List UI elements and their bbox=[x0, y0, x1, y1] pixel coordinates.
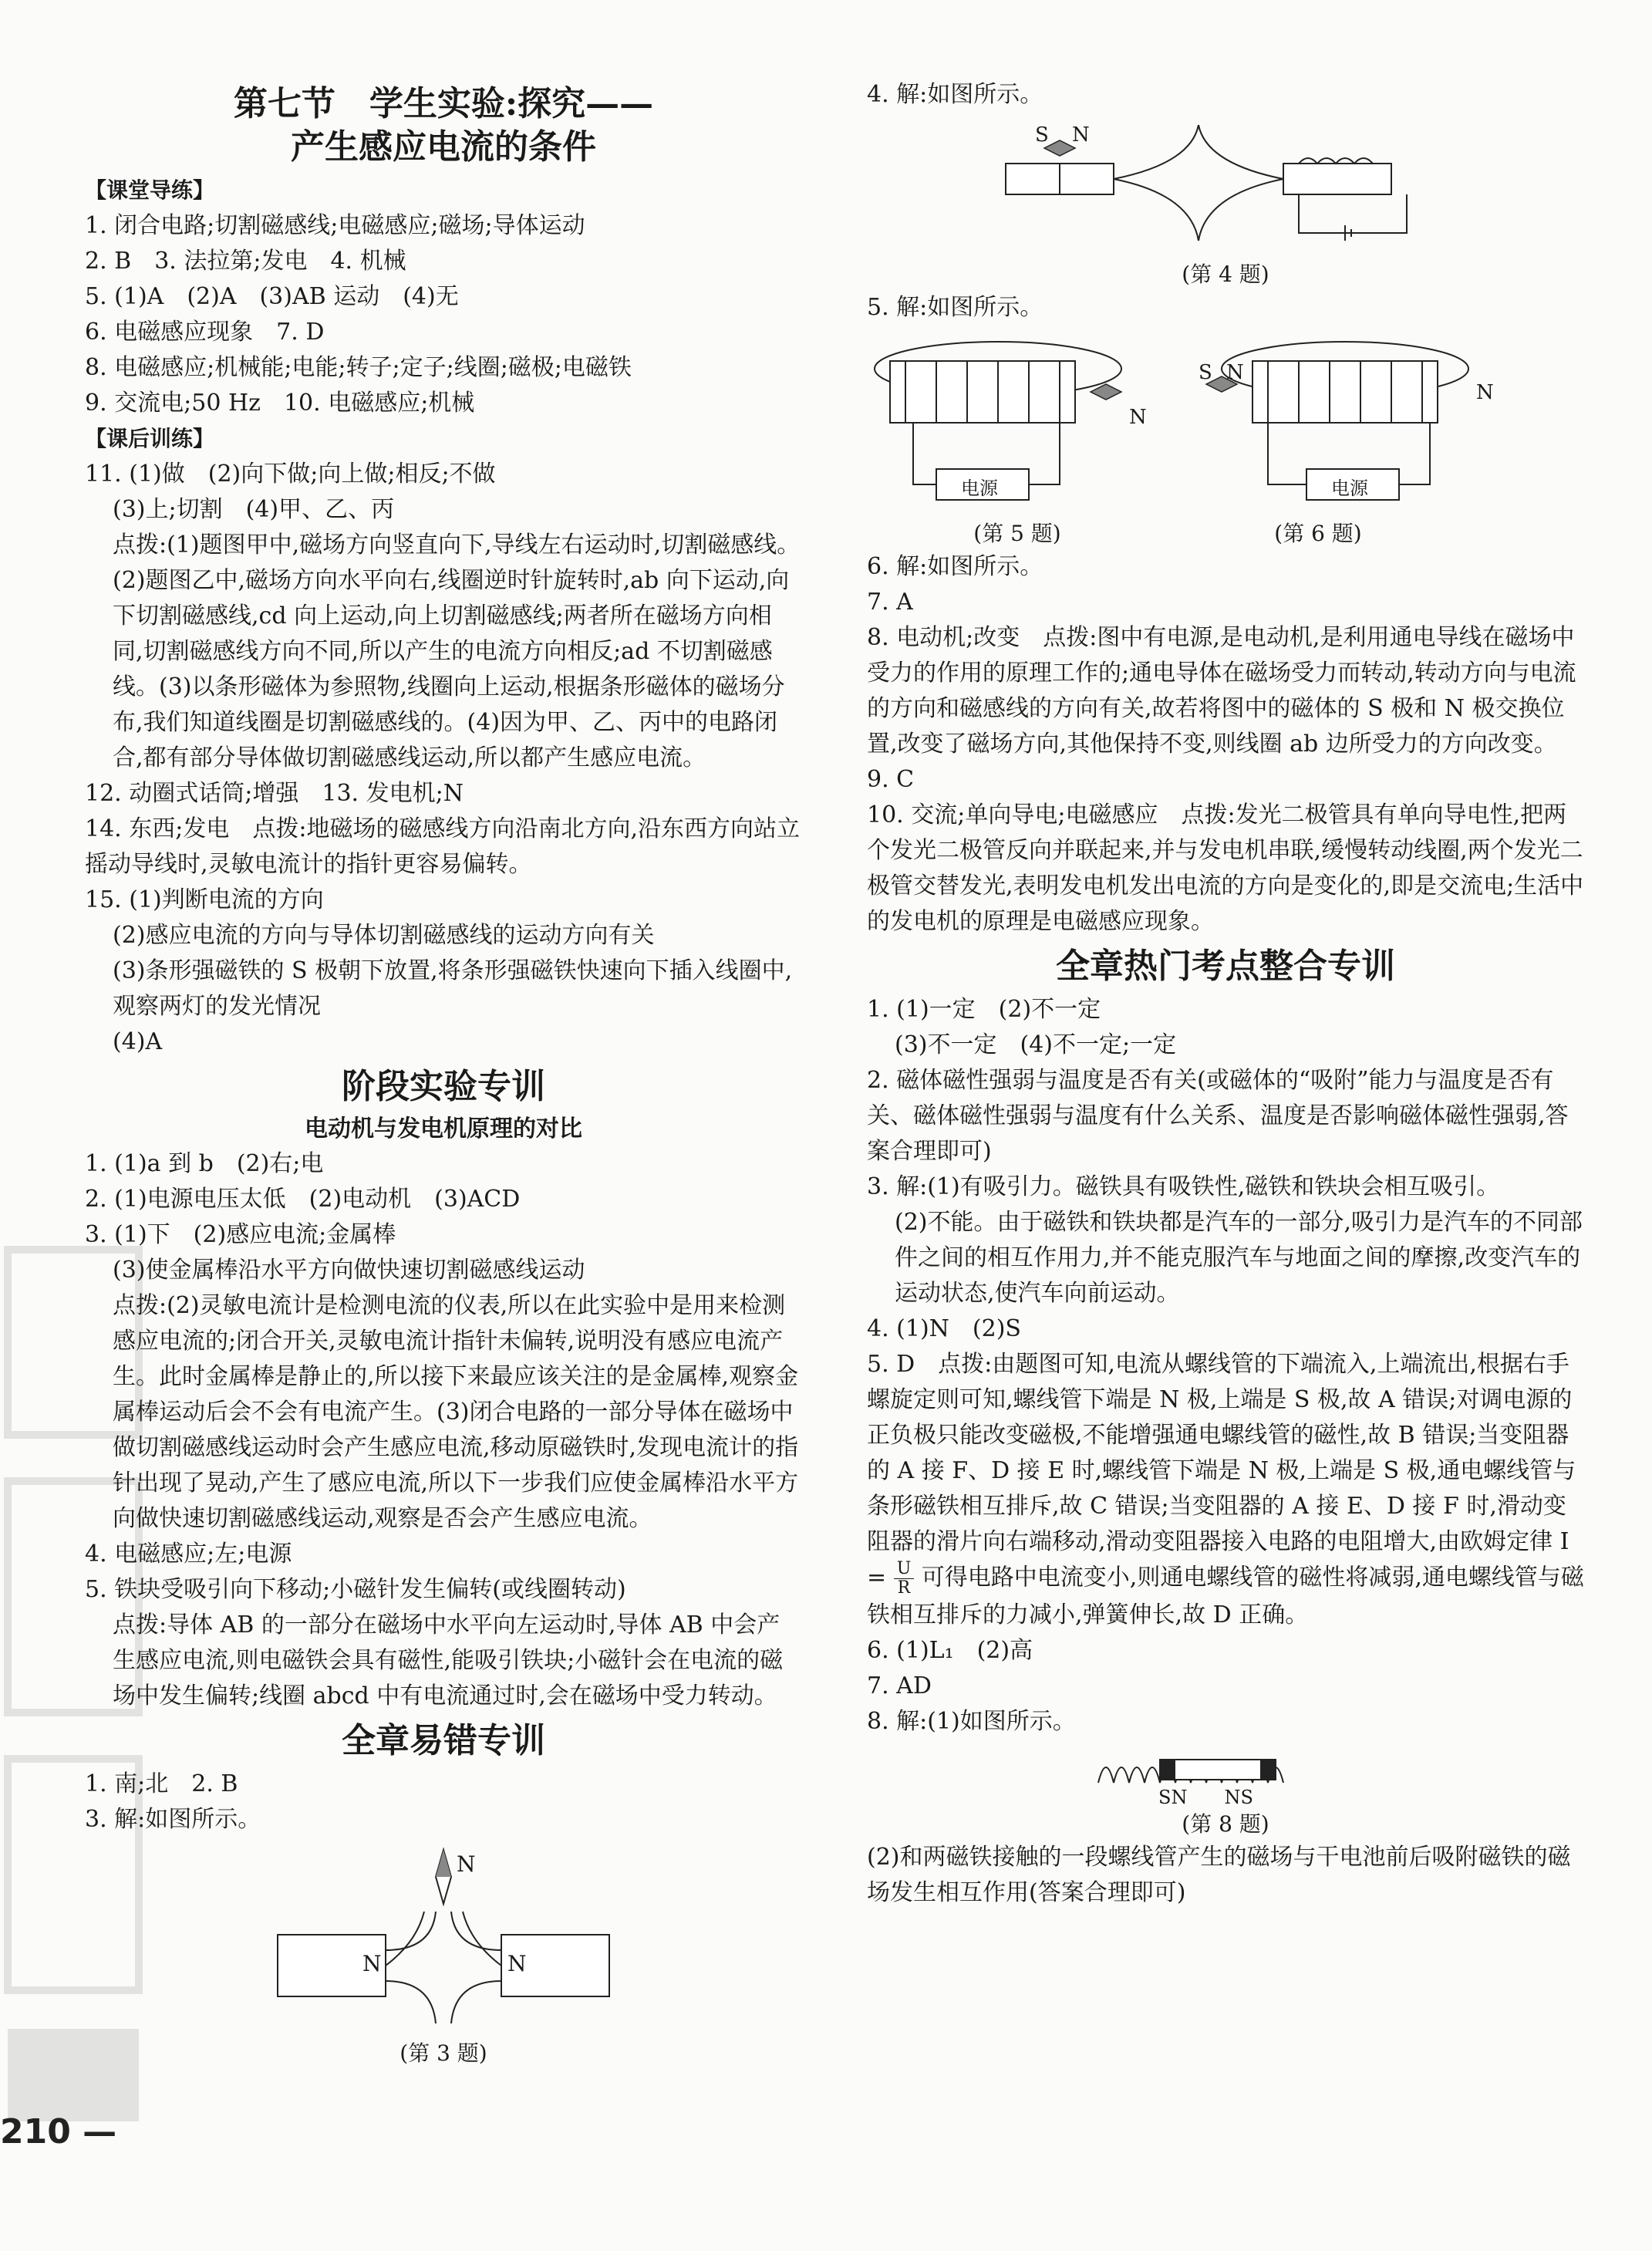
section-subtitle-stage: 电动机与发电机原理的对比 bbox=[305, 1115, 582, 1142]
answer-line: (2)感应电流的方向与导体切割磁感线的运动方向有关 bbox=[113, 922, 655, 949]
answer-line: (3)使金属棒沿水平方向做快速切割磁感线运动 bbox=[113, 1257, 585, 1284]
figure-4 bbox=[867, 117, 1584, 256]
ohm-law-fraction bbox=[894, 1560, 915, 1598]
answer-line: 8. 解:(1)如图所示。 bbox=[867, 1708, 1076, 1735]
figure-captions-5-6 bbox=[867, 518, 1468, 549]
figure-caption: (第 8 题) bbox=[1182, 1811, 1269, 1837]
answer-line: 15. (1)判断电流的方向 bbox=[85, 886, 324, 913]
answer-line: 2. B 3. 法拉第;发电 4. 机械 bbox=[85, 248, 406, 275]
fig6-label-n: N bbox=[1476, 381, 1494, 404]
answer-line: (2)不能。由于磁铁和铁块都是汽车的一部分,吸引力是汽车的不同部件之间的相互作用力,并不能克服汽车与地面之间的摩擦,改变汽车的运动状态,使汽车向前运动。 bbox=[895, 1209, 1583, 1307]
fig5-power-label: 电源 bbox=[961, 478, 998, 499]
answer-line: 12. 动圈式话筒;增强 13. 发电机;N bbox=[85, 780, 464, 807]
answer-line: 8. 电磁感应;机械能;电能;转子;定子;线圈;磁极;电磁铁 bbox=[85, 354, 632, 381]
fig4-label-n: N bbox=[1072, 123, 1090, 147]
answer-line: (4)A bbox=[113, 1028, 163, 1055]
left-column bbox=[85, 77, 802, 2069]
fraction-denominator: R bbox=[897, 1578, 911, 1598]
answer-line: 6. 解:如图所示。 bbox=[867, 553, 1043, 580]
section-title-errors: 全章易错专训 bbox=[342, 1721, 545, 1760]
answer-line: 2. 磁体磁性强弱与温度是否有关(或磁体的“吸附”能力与温度是否有关、磁体磁性强弱与温度有什么关系、温度是否影响磁体磁性强弱,答案合理即可) bbox=[867, 1067, 1569, 1165]
answer-line: 5. (1)A (2)A (3)AB 运动 (4)无 bbox=[85, 283, 459, 310]
figure-caption: (第 6 题) bbox=[1274, 521, 1362, 546]
answer-line: 3. 解:如图所示。 bbox=[85, 1806, 261, 1833]
answer-line: 5. 铁块受吸引向下移动;小磁针发生偏转(或线圈转动) bbox=[85, 1576, 626, 1603]
answer-text: 5. D 点拨:由题图可知,电流从螺线管的下端流入,上端流出,根据右手螺旋定则可知,螺线管下端是 N 极,上端是 S 极,故 A 错误;对调电源的正负极只能改变磁极,不能增强通电螺线管的磁性,故 B 错误;当变阻器的 A 接 F、D 接 E 时,螺线管下端是 N 极,上端是 S 极,通电螺线管与条形磁铁相互排斥,故 C 错误;当变阻器的 A 接 E、D 接 F 时,滑动变阻器的滑片向右端移动,滑动变阻器接入电路的电阻增大,由欧姆定律 I = bbox=[867, 1351, 1576, 1591]
section-title-hot: 全章热门考点整合专训 bbox=[1056, 947, 1395, 986]
section-title-line2: 产生感应电流的条件 bbox=[291, 127, 596, 167]
fig3-label-n: N bbox=[362, 1951, 382, 1976]
answer-line: 1. 南;北 2. B bbox=[85, 1770, 238, 1797]
fig3-label-n: N bbox=[507, 1951, 527, 1976]
answer-line: 6. (1)L₁ (2)高 bbox=[867, 1637, 1033, 1664]
answer-line: 3. 解:(1)有吸引力。磁铁具有吸铁性,磁铁和铁块会相互吸引。 bbox=[867, 1173, 1500, 1200]
page-number: 210 — bbox=[0, 2112, 117, 2151]
answer-line: 1. (1)a 到 b (2)右;电 bbox=[85, 1150, 324, 1177]
answer-line: 6. 电磁感应现象 7. D bbox=[85, 319, 325, 346]
answer-line: 9. 交流电;50 Hz 10. 电磁感应;机械 bbox=[85, 390, 475, 417]
answer-line: 4. 电磁感应;左;电源 bbox=[85, 1541, 292, 1568]
fig5-label-n: N bbox=[1129, 406, 1147, 429]
heading-after-class: 【课后训练】 bbox=[85, 426, 215, 451]
figure-caption: (第 3 题) bbox=[400, 2040, 487, 2066]
answer-line: 1. (1)一定 (2)不一定 bbox=[867, 996, 1101, 1023]
answer-line: 9. C bbox=[867, 766, 915, 793]
fig4-label-s: S bbox=[1035, 123, 1049, 147]
figure-caption: (第 4 题) bbox=[1182, 262, 1269, 287]
figure-3 bbox=[85, 1842, 802, 2035]
fraction-numerator: U bbox=[894, 1560, 915, 1579]
answer-line: 4. 解:如图所示。 bbox=[867, 81, 1043, 108]
hint-paragraph: 点拨:(2)灵敏电流计是检测电流的仪表,所以在此实验中是用来检测感应电流的;闭合开关,灵敏电流计指针未偏转,说明没有感应电流产生。此时金属棒是静止的,所以接下来最应该关注的是金属棒,观察金属棒运动后会不会有电流产生。(3)闭合电路的一部分导体在磁场中做切割磁感线运动时会产生感应电流,移动原磁铁时,发现电流计的指针出现了晃动,产生了感应电流,所以下一步我们应使金属棒沿水平方向做快速切割磁感线运动,观察是否会产生感应电流。 bbox=[113, 1292, 799, 1532]
answer-line: (3)不一定 (4)不一定;一定 bbox=[895, 1031, 1177, 1058]
section-title-line1: 第七节 学生实验:探究—— bbox=[233, 84, 654, 123]
answer-line: 7. AD bbox=[867, 1672, 932, 1699]
answer-line: 2. (1)电源电压太低 (2)电动机 (3)ACD bbox=[85, 1186, 521, 1213]
figure-5-6 bbox=[867, 330, 1584, 515]
fig8-pole-labels: SN NS bbox=[1158, 1787, 1253, 1808]
answer-line: 5. 解:如图所示。 bbox=[867, 294, 1043, 321]
fig6-label-n: N bbox=[1226, 361, 1244, 384]
answer-text: 可得电路中电流变小,则通电螺线管的磁性将减弱,通电螺线管与磁铁相互排斥的力减小,弹簧伸长,故 D 正确。 bbox=[867, 1564, 1584, 1628]
hint-paragraph: 点拨:(1)题图甲中,磁场方向竖直向下,导线左右运动时,切割磁感线。(2)题图乙中,磁场方向水平向右,线圈逆时针旋转时,ab 向下运动,向下切割磁感线,cd 向上运动,向上切割磁感线;两者所在磁场方向相同,切割磁感线方向不同,所以产生的电流方向相反;ad 不切割磁感线。(3)以条形磁体为参照物,线圈向上运动,根据条形磁体的磁场分布,我们知道线圈是切割磁感线的。(4)因为甲、乙、丙中的电路闭合,都有部分导体做切割磁感线运动,所以都产生感应电流。 bbox=[113, 532, 801, 771]
answer-line: (3)条形强磁铁的 S 极朝下放置,将条形强磁铁快速向下插入线圈中,观察两灯的发光情况 bbox=[113, 957, 793, 1020]
answer-line: 3. (1)下 (2)感应电流;金属棒 bbox=[85, 1221, 396, 1248]
fig6-label-s: S bbox=[1199, 361, 1212, 384]
answer-line: 1. 闭合电路;切割磁感线;电磁感应;磁场;导体运动 bbox=[85, 212, 585, 239]
answer-line bbox=[867, 1347, 1584, 1633]
figure-8 bbox=[867, 1744, 1584, 1806]
answer-line: 8. 电动机;改变 点拨:图中有电源,是电动机,是利用通电导线在磁场中受力的作用的原理工作的;通电导体在磁场受力而转动,转动方向与电流的方向和磁感线的方向有关,故若将图中的磁体的 S 极和 N 极交换位置,改变了磁场方向,其他保持不变,则线圈 ab 边所受力的方向改变。 bbox=[867, 624, 1576, 758]
answer-line: 14. 东西;发电 点拨:地磁场的磁感线方向沿南北方向,沿东西方向站立摇动导线时,灵敏电流计的指针更容易偏转。 bbox=[85, 815, 800, 878]
right-column bbox=[867, 77, 1584, 1911]
fig3-label-n: N bbox=[457, 1851, 476, 1877]
answer-line: 4. (1)N (2)S bbox=[867, 1315, 1021, 1342]
answer-line: 7. A bbox=[867, 589, 913, 616]
answer-line: 11. (1)做 (2)向下做;向上做;相反;不做 bbox=[85, 461, 496, 488]
section-title-stage: 阶段实验专训 bbox=[342, 1067, 545, 1106]
answer-line: (2)和两磁铁接触的一段螺线管产生的磁场与干电池前后吸附磁铁的磁场发生相互作用(答案合理即可) bbox=[867, 1844, 1571, 1906]
hint-paragraph: 点拨:导体 AB 的一部分在磁场中水平向左运动时,导体 AB 中会产生感应电流,则电磁铁会具有磁性,能吸引铁块;小磁针会在电流的磁场中发生偏转;线圈 abcd 中有电流通过时,会在磁场中受力转动。 bbox=[113, 1611, 784, 1709]
fig6-power-label: 电源 bbox=[1331, 478, 1368, 499]
answer-line: (3)上;切割 (4)甲、乙、丙 bbox=[113, 496, 395, 523]
figure-caption: (第 5 题) bbox=[973, 521, 1061, 546]
answer-line: 10. 交流;单向导电;电磁感应 点拨:发光二极管具有单向导电性,把两个发光二极管反向并联起来,并与发电机串联,缓慢转动线圈,两个发光二极管交替发光,表明发电机发出电流的方向是变化的,即是交流电;生活中的发电机的原理是电磁感应现象。 bbox=[867, 802, 1584, 935]
heading-classroom: 【课堂导练】 bbox=[85, 177, 215, 203]
